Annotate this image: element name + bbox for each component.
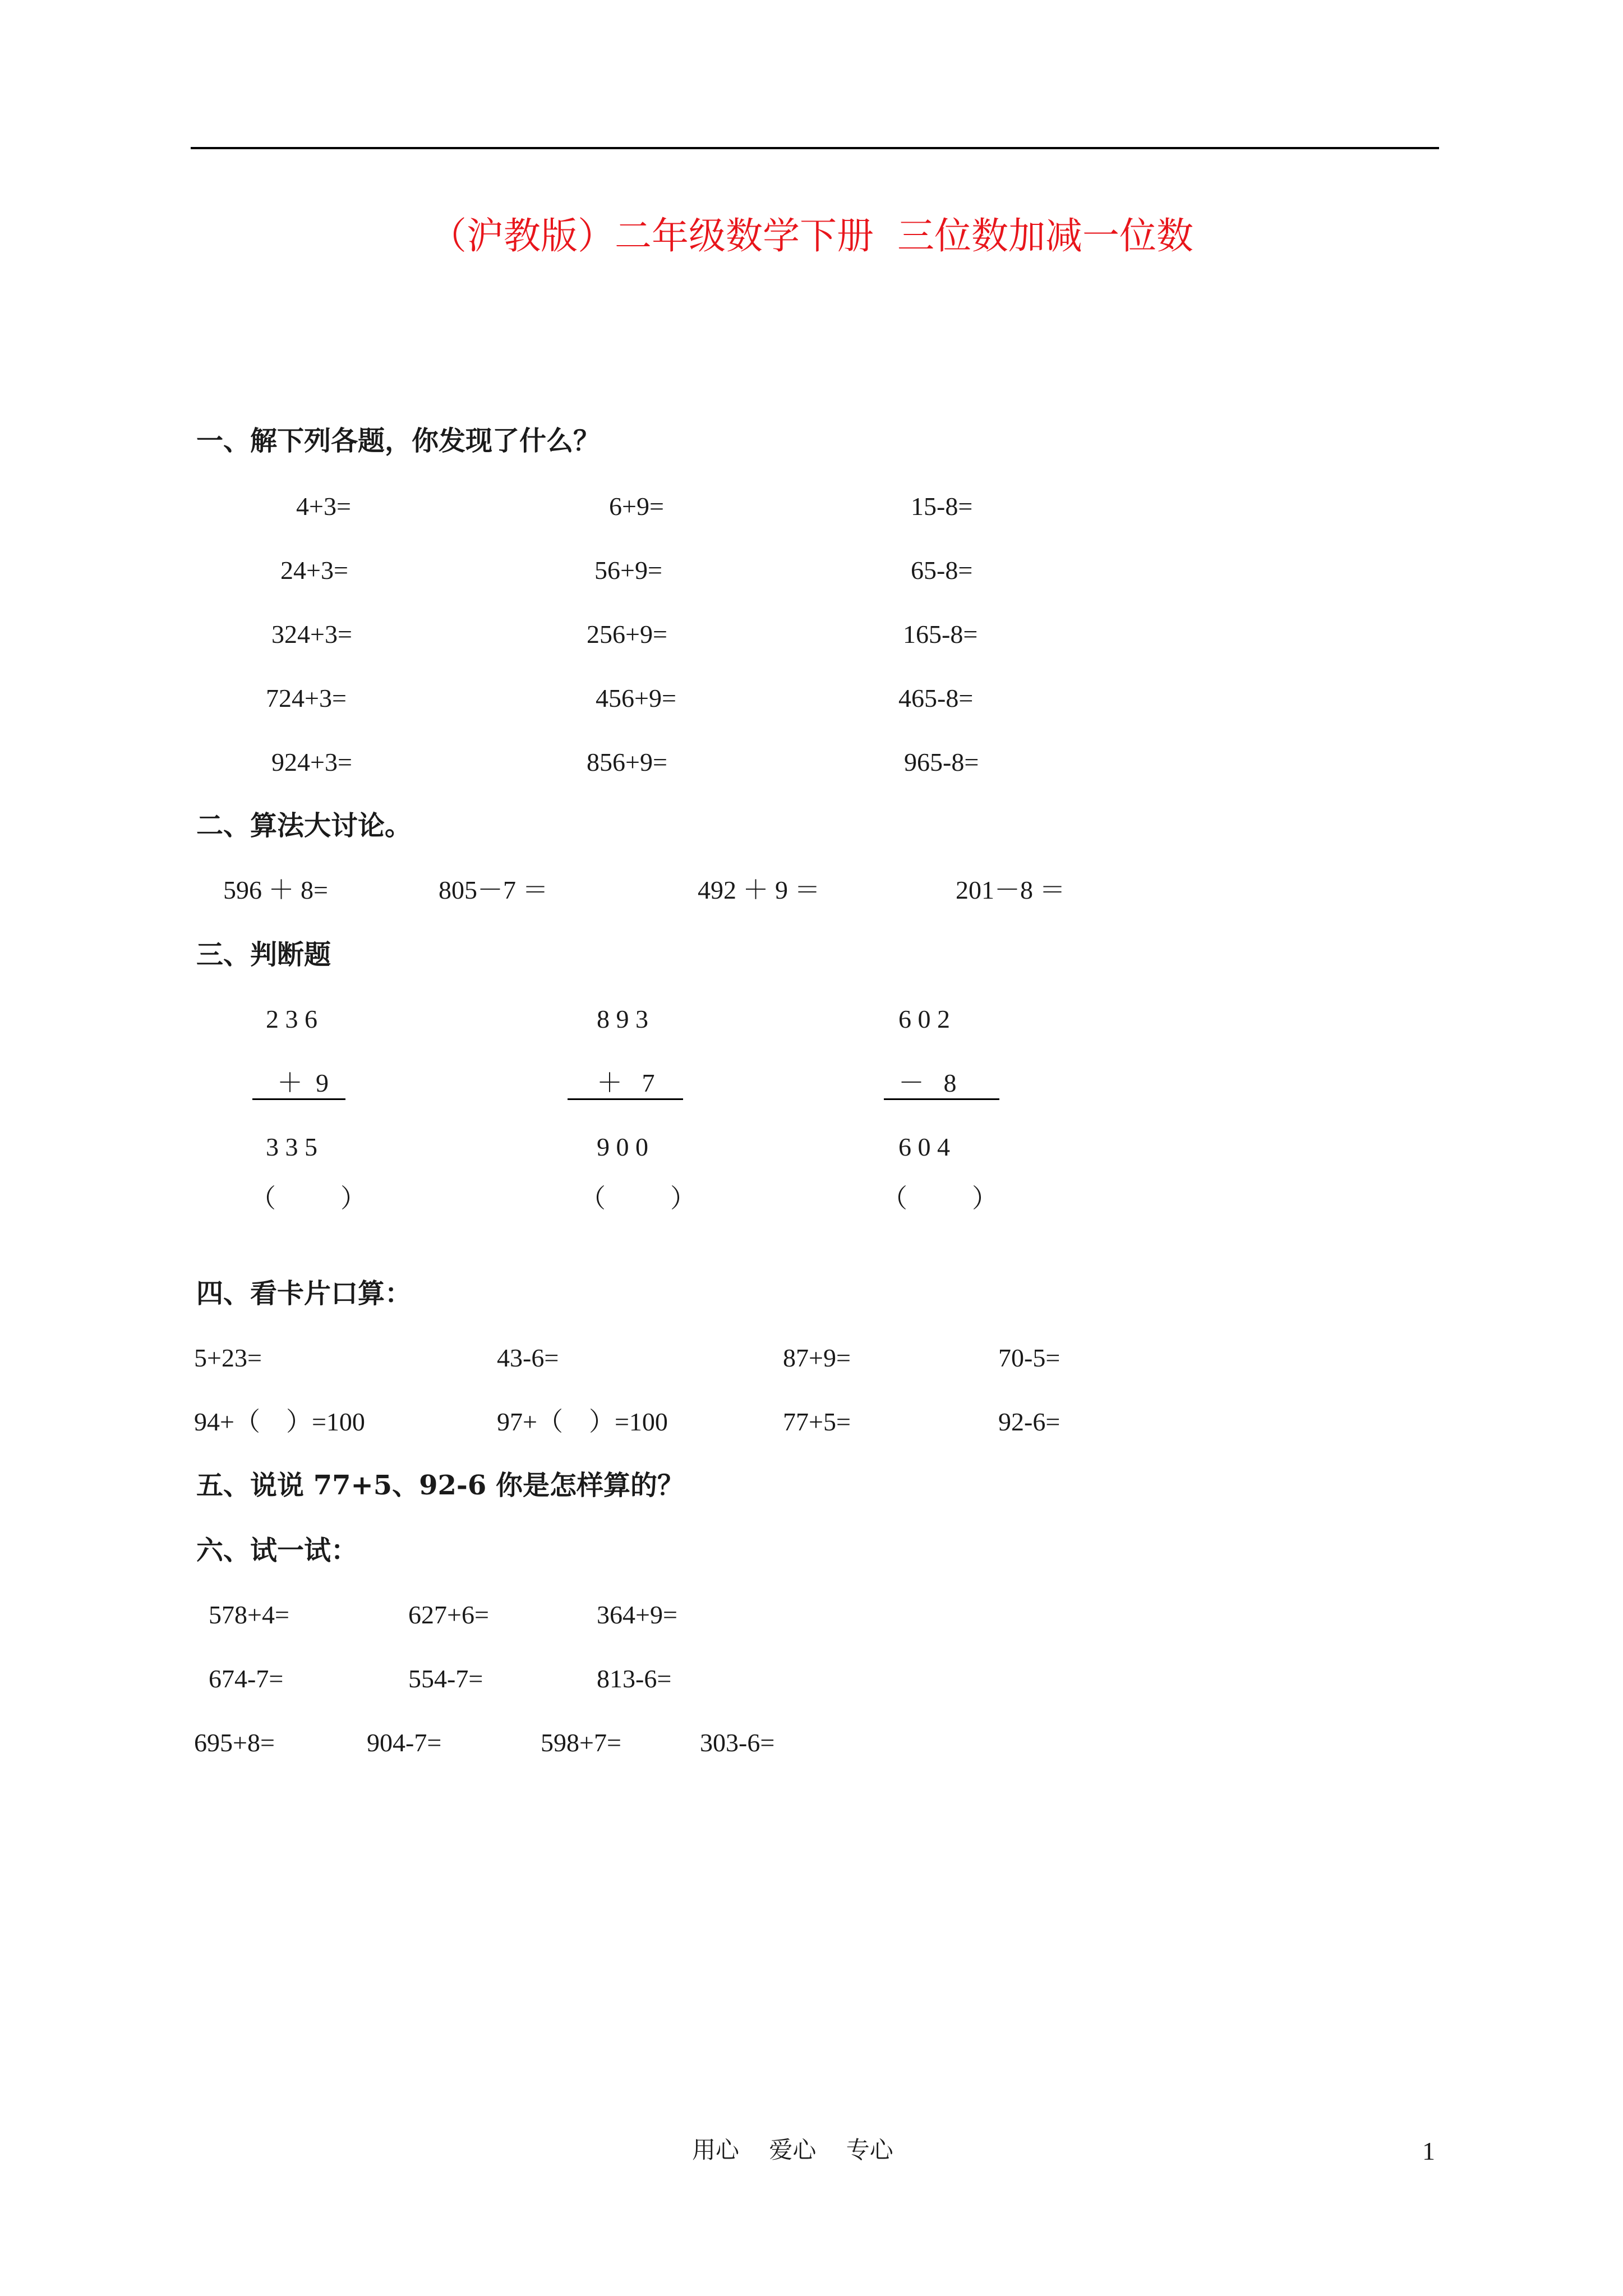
s6-item: 364+9= (597, 1600, 677, 1629)
s1-item: 65-8= (911, 556, 973, 585)
vertical-operand: ＋ 7 (597, 1069, 655, 1097)
page-number: 1 (1422, 2137, 1435, 2165)
s4-item: 87+9= (783, 1343, 851, 1372)
vertical-result: 9 0 0 (597, 1133, 648, 1161)
vertical-top-number: 8 9 3 (597, 1005, 648, 1033)
section5-heading: 五、说说 77+5、92-6 你是怎样算的？ (196, 1470, 684, 1501)
footer-text: 用心 爱心 专心 (692, 2136, 893, 2164)
s4-item: 43-6= (497, 1343, 559, 1372)
sum-line (252, 1098, 345, 1100)
section3-heading: 三、判断题 (196, 939, 331, 970)
section1-heading: 一、解下列各题，你发现了什么？ (196, 425, 601, 457)
answer-parentheses: （ ） (250, 1184, 366, 1213)
s2-item: 805－7 ＝ (439, 876, 548, 904)
sum-line (568, 1098, 683, 1100)
s6-item: 904-7= (367, 1728, 442, 1757)
s6-item: 598+7= (541, 1728, 621, 1757)
vertical-top-number: 6 0 2 (898, 1005, 950, 1033)
s6-item: 554-7= (408, 1664, 483, 1693)
s1-item: 324+3= (271, 620, 352, 648)
s4-item: 5+23= (194, 1343, 262, 1372)
s1-item: 4+3= (296, 492, 351, 521)
header-rule (191, 147, 1439, 149)
s6-item: 578+4= (209, 1600, 289, 1629)
s1-item: 256+9= (587, 620, 667, 648)
vertical-result: 6 0 4 (898, 1133, 950, 1161)
s6-item: 627+6= (408, 1600, 489, 1629)
s6-item: 813-6= (597, 1664, 672, 1693)
s1-item: 456+9= (596, 684, 676, 712)
s4-item: 70-5= (998, 1343, 1061, 1372)
s1-item: 965-8= (904, 748, 979, 776)
s6-item: 674-7= (209, 1664, 284, 1693)
s1-item: 924+3= (271, 748, 352, 776)
section4-heading: 四、看卡片口算： (196, 1278, 412, 1309)
s4-item: 77+5= (783, 1407, 851, 1436)
s6-item: 303-6= (700, 1728, 775, 1757)
vertical-operand: － 8 (898, 1069, 957, 1097)
vertical-top-number: 2 3 6 (266, 1005, 317, 1033)
s1-item: 465-8= (898, 684, 974, 712)
section2-heading: 二、算法大讨论。 (196, 810, 412, 841)
s4-item: 94+（ ）=100 (194, 1407, 365, 1436)
s4-item: 97+（ ）=100 (497, 1407, 668, 1436)
section6-heading: 六、试一试： (196, 1535, 358, 1566)
s2-item: 201－8 ＝ (956, 876, 1066, 904)
s1-item: 15-8= (911, 492, 973, 521)
s2-item: 596 ＋ 8= (223, 876, 328, 904)
sum-line (884, 1098, 999, 1100)
s1-item: 56+9= (594, 556, 662, 585)
s1-item: 6+9= (609, 492, 664, 521)
s2-item: 492 ＋ 9 ＝ (698, 876, 820, 904)
s1-item: 724+3= (266, 684, 347, 712)
answer-parentheses: （ ） (580, 1184, 696, 1213)
page-title: （沪教版）二年级数学下册 三位数加减一位数 (430, 214, 1193, 257)
answer-parentheses: （ ） (882, 1184, 998, 1213)
s6-item: 695+8= (194, 1728, 275, 1757)
vertical-result: 3 3 5 (266, 1133, 317, 1161)
s1-item: 856+9= (587, 748, 667, 776)
s4-item: 92-6= (998, 1407, 1061, 1436)
s1-item: 165-8= (903, 620, 978, 648)
s1-item: 24+3= (280, 556, 348, 585)
vertical-operand: ＋ 9 (277, 1069, 329, 1097)
